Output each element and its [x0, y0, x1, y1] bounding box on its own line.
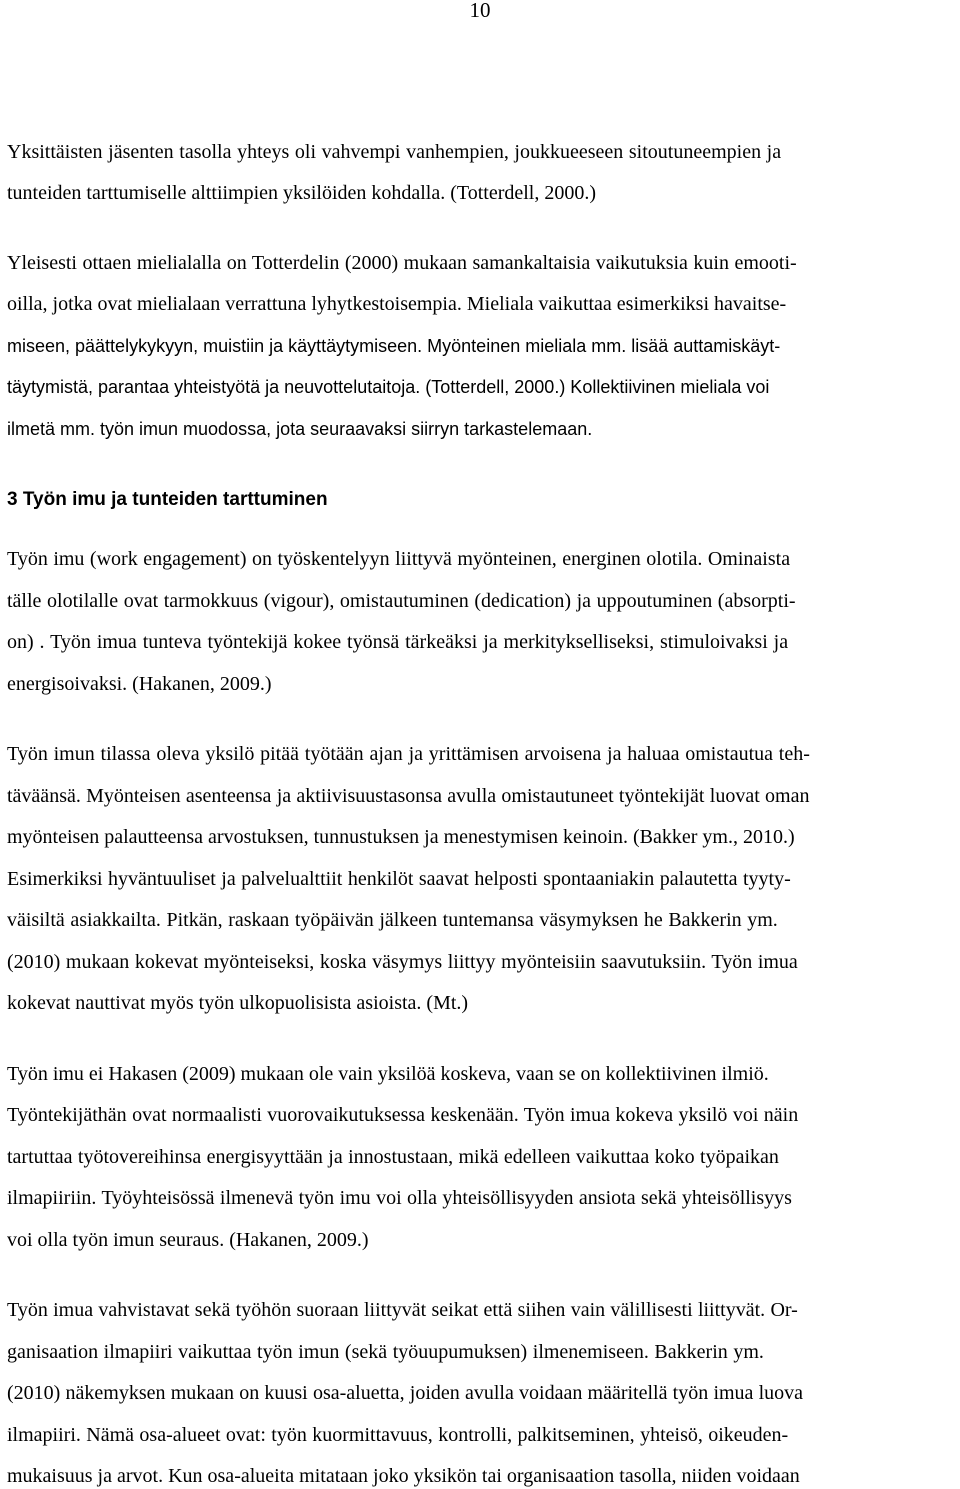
text-line: on) . Työn imua tunteva työntekijä kokee työnsä tärkeäksi ja merkitykselliseksi, stimuloivaksi ja [7, 631, 789, 653]
text-line: miseen, päättelykykyyn, muistiin ja käyttäytymiseen. Myönteinen mieliala mm. lisää auttamiskäyt- [7, 336, 781, 356]
text-line: Esimerkiksi hyväntuuliset ja palvelualttiit henkilöt saavat helposti spontaaniakin palautetta tyyty- [7, 868, 791, 890]
text-line: väisiltä asiakkailta. Pitkän, raskaan työpäivän jälkeen tuntemansa väsymyksen he Bakkerin ym. [7, 909, 778, 931]
text-line: täytymistä, parantaa yhteistyötä ja neuvottelutaitoja. (Totterdell, 2000.) Kollektiivinen mieliala voi [7, 377, 770, 397]
text-line: energisoivaksi. (Hakanen, 2009.) [7, 673, 272, 695]
page-number: 10 [469, 0, 491, 22]
text-line: ilmapiiriin. Työyhteisössä ilmenevä työn imu voi olla yhteisöllisyyden ansiota sekä yhteisöllisyys [7, 1187, 792, 1209]
text-line: Työntekijäthän ovat normaalisti vuorovaikutuksessa keskenään. Työn imua kokeva yksilö voi näin [7, 1104, 799, 1126]
text-line: Työn imu (work engagement) on työskentelyyn liittyvä myönteinen, energinen olotila. Ominaista [7, 548, 791, 570]
text-line: tartuttaa työtovereihinsa energisyyttään ja innostustaan, mikä edelleen vaikuttaa koko työpaikan [7, 1146, 779, 1168]
text-line: Yksittäisten jäsenten tasolla yhteys oli vahvempi vanhempien, joukkueeseen sitoutuneempien ja [7, 141, 782, 163]
text-line: voi olla työn imun seuraus. (Hakanen, 2009.) [7, 1229, 369, 1251]
text-line: tunteiden tarttumiselle alttiimpien yksilöiden kohdalla. (Totterdell, 2000.) [7, 182, 597, 204]
text-line: (2010) mukaan kokevat myönteiseksi, koska väsymys liittyy myönteisiin saavutuksiin. Työn imua [7, 951, 798, 973]
text-line: tälle olotilalle ovat tarmokkuus (vigour), omistautuminen (dedication) ja uppoutuminen (absorpti- [7, 590, 796, 612]
section-heading: 3 Työn imu ja tunteiden tarttuminen [7, 489, 328, 510]
text-line: (2010) näkemyksen mukaan on kuusi osa-aluetta, joiden avulla voidaan määritellä työn imua luova [7, 1382, 804, 1404]
text-line: ilmapiiri. Nämä osa-alueet ovat: työn kuormittavuus, kontrolli, palkitseminen, yhteisö, oikeuden- [7, 1424, 789, 1446]
text-line: oilla, jotka ovat mielialaan verrattuna lyhytkestoisempia. Mieliala vaikuttaa esimerkiksi havaitse- [7, 293, 787, 315]
text-line: myönteisen palautteensa arvostuksen, tunnustuksen ja menestymisen keinoin. (Bakker ym., 2010.) [7, 826, 795, 848]
text-line: mukaisuus ja arvot. Kun osa-alueita mitataan joko yksikön tai organisaation tasolla, niiden voidaan [7, 1465, 800, 1487]
text-line: ganisaation ilmapiiri vaikuttaa työn imun (sekä työuupumuksen) ilmenemiseen. Bakkerin ym. [7, 1341, 764, 1363]
text-line: Työn imun tilassa oleva yksilö pitää työtään ajan ja yrittämisen arvoisena ja haluaa omistautua teh- [7, 743, 810, 765]
text-line: kokevat nauttivat myös työn ulkopuolisista asioista. (Mt.) [7, 992, 469, 1014]
text-line: Työn imua vahvistavat sekä työhön suoraan liittyvät seikat että siihen vain välillisesti liittyvät. Or- [7, 1299, 798, 1321]
text-line: täväänsä. Myönteisen asenteensa ja aktiivisuustasonsa avulla omistautuneet työntekijät luovat oman [7, 785, 810, 807]
text-line: Yleisesti ottaen mielialalla on Totterdelin (2000) mukaan samankaltaisia vaikutuksia kuin emooti- [7, 252, 797, 274]
text-line: Työn imu ei Hakasen (2009) mukaan ole vain yksilöä koskeva, vaan se on kollektiivinen ilmiö. [7, 1063, 769, 1085]
text-line: ilmetä mm. työn imun muodossa, jota seuraavaksi siirryn tarkastelemaan. [7, 419, 593, 439]
